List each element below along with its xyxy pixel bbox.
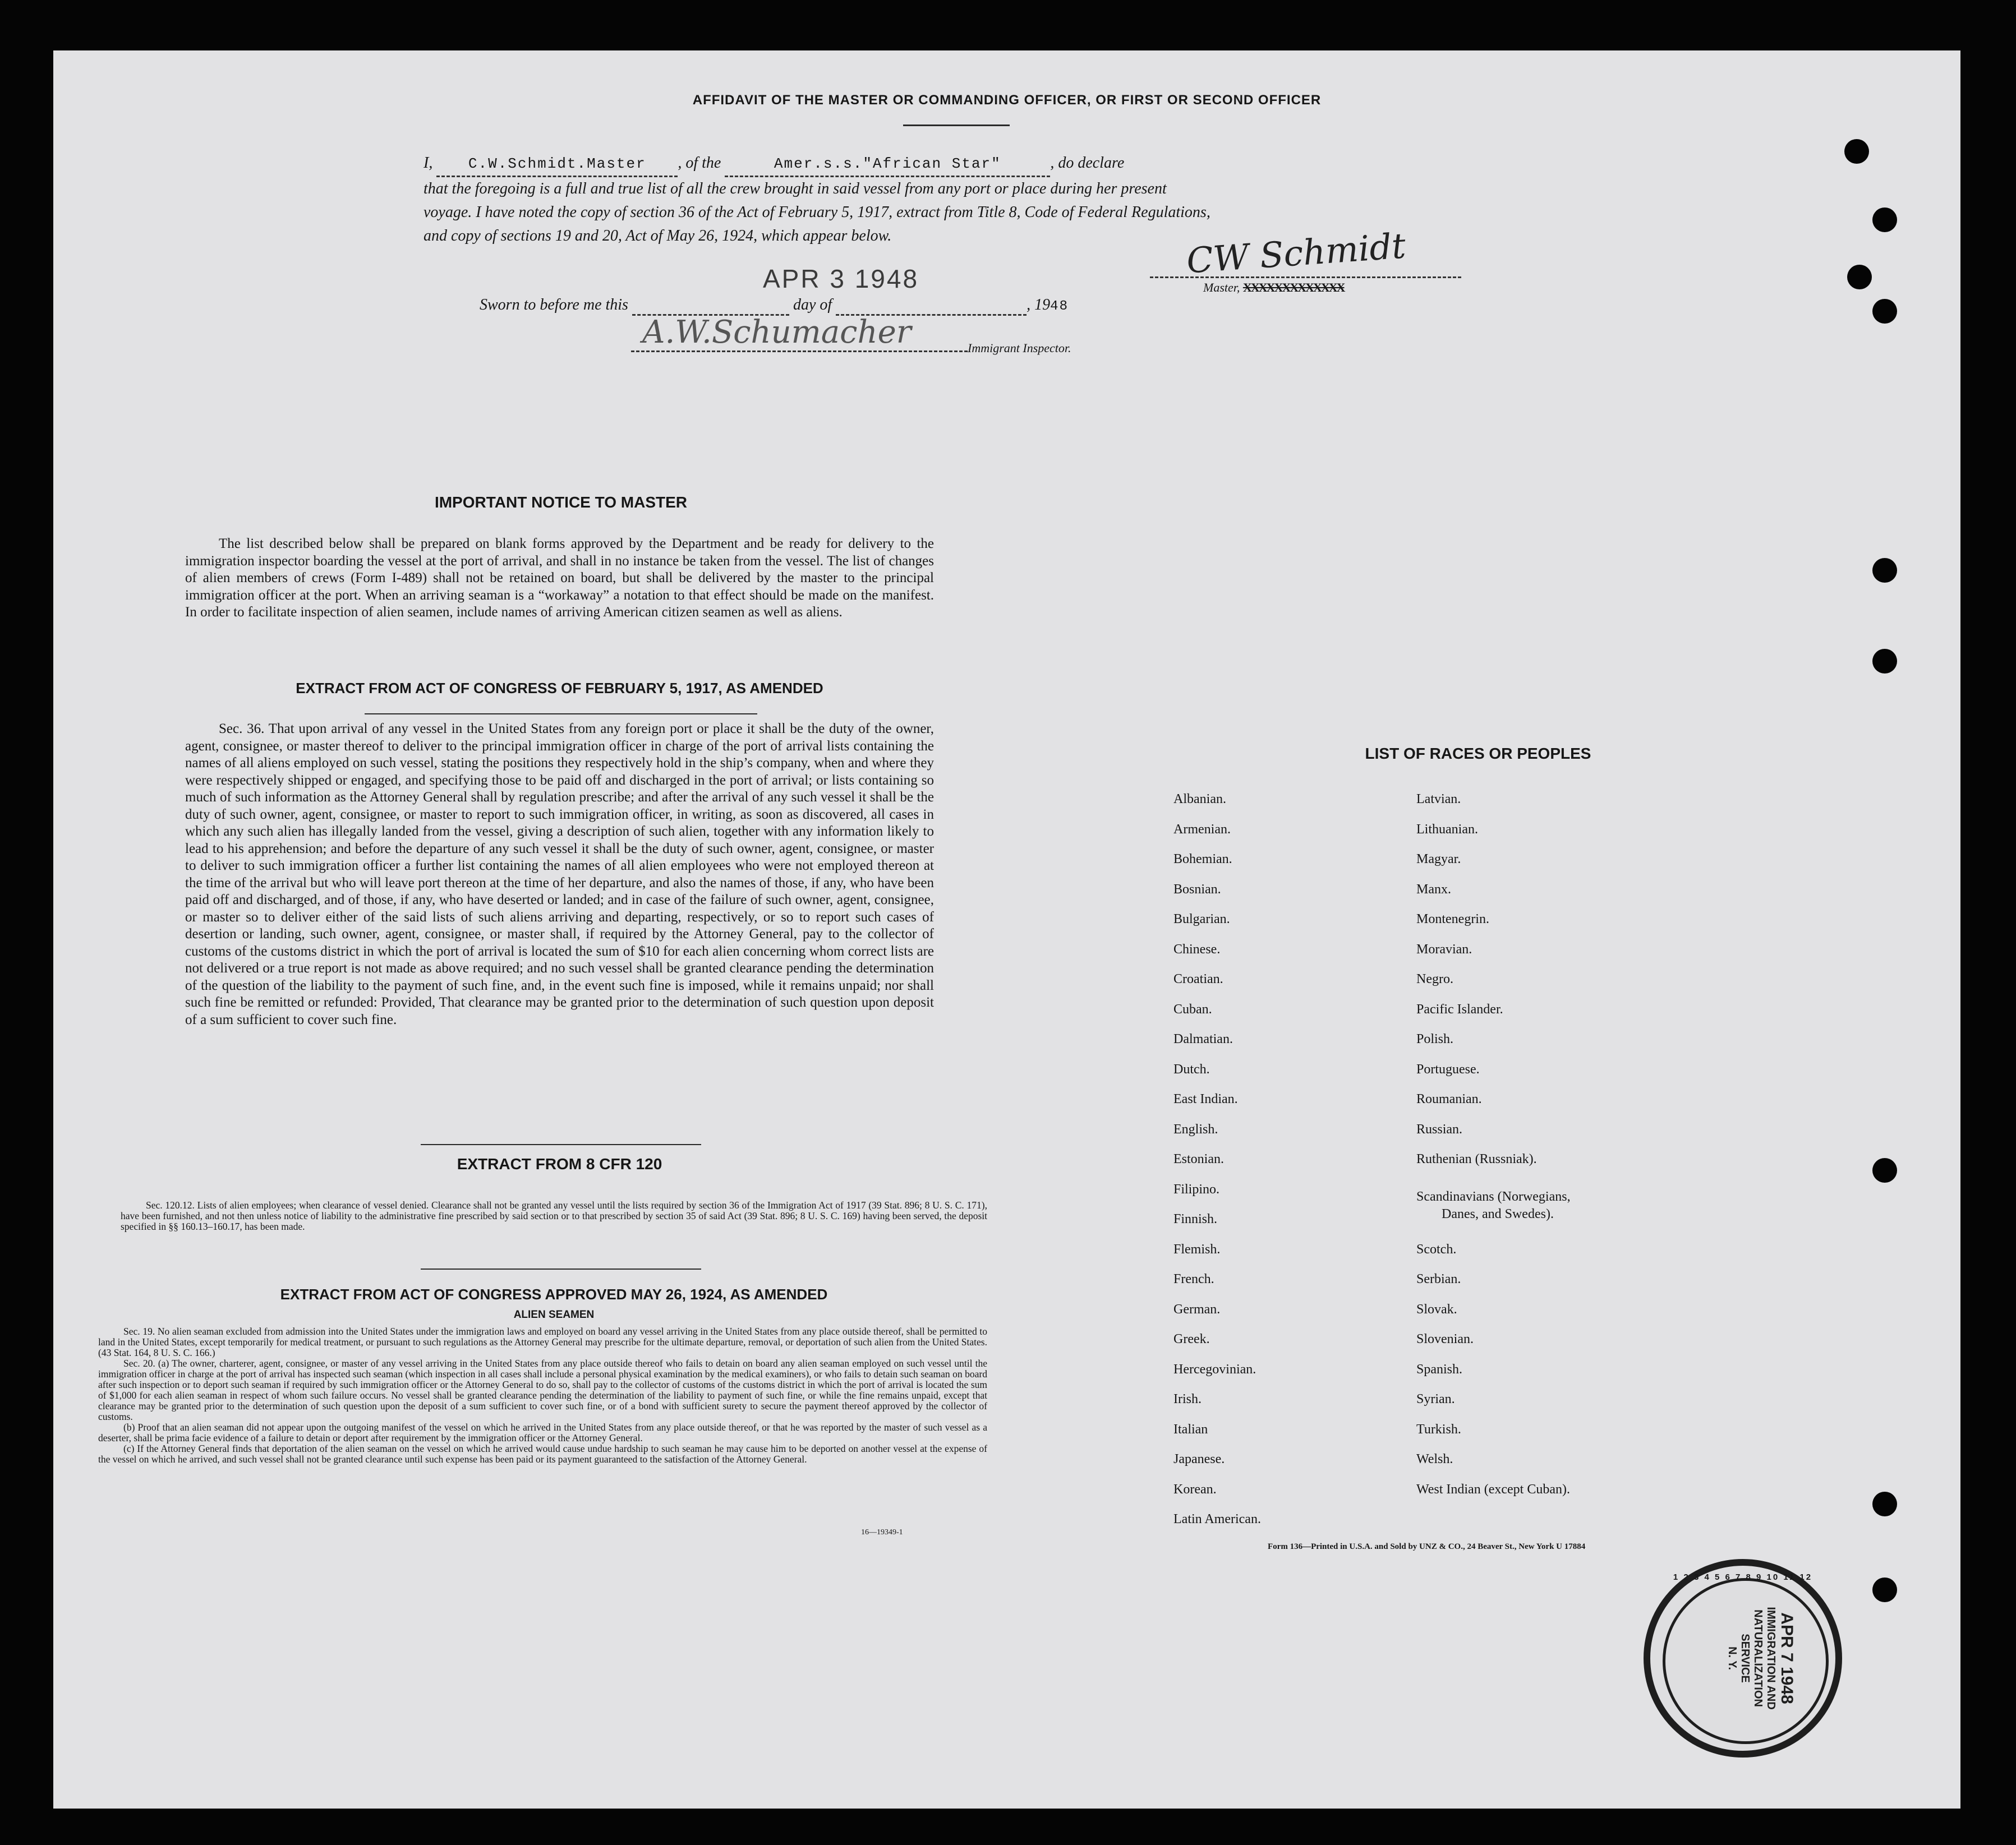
section-120-paragraph: Sec. 120.12. Lists of alien employees; when clearance of vessel denied. Clearance shall not be granted any vessel until the lists required by section 36 of the Immigration Act of 1917 (39 Stat. 896; 8 U. S. C. 171), have been furnished, and not then unless notice of liability to the administrative fine prescribed by said section or to that prescribed by section 35 of said Act (39 Stat. 896; 8 U. S. C. 169) having been served, the deposit specified in §§ 160.13–160.17, has been made. xyxy=(121,1200,987,1232)
race-right: Danes, and Swedes). xyxy=(1442,1207,1554,1221)
stamp-line-5: N. Y. xyxy=(1726,1646,1738,1670)
race-left: Italian xyxy=(1173,1422,1208,1437)
race-left: Cuban. xyxy=(1173,1002,1212,1017)
notice-title: IMPORTANT NOTICE TO MASTER xyxy=(434,493,688,511)
punch-hole xyxy=(1872,1492,1897,1516)
race-left: Albanian. xyxy=(1173,792,1226,806)
inspector-signature: A.W.Schumacher xyxy=(642,314,912,350)
sworn-month-field xyxy=(836,296,1027,316)
race-right: West Indian (except Cuban). xyxy=(1416,1482,1570,1497)
stamp-line-4: SERVICE xyxy=(1739,1634,1751,1683)
extract-cfr-rule xyxy=(421,1144,701,1145)
race-right: Scotch. xyxy=(1416,1242,1457,1257)
race-right: Turkish. xyxy=(1416,1422,1461,1437)
race-left: Bosnian. xyxy=(1173,882,1221,897)
race-right: Magyar. xyxy=(1416,852,1461,866)
inspector-signature-line xyxy=(631,350,968,352)
received-date-stamp: APR 3 1948 xyxy=(763,264,919,293)
affidavit-i: I, xyxy=(424,154,433,172)
race-right: Spanish. xyxy=(1416,1362,1463,1377)
race-left: Japanese. xyxy=(1173,1452,1225,1466)
year-prefix: , 19 xyxy=(1027,296,1051,313)
race-left: East Indian. xyxy=(1173,1092,1238,1106)
race-left: Bulgarian. xyxy=(1173,912,1230,926)
immigration-stamp xyxy=(1644,1559,1842,1758)
punch-hole xyxy=(1872,1158,1897,1183)
section-20b-paragraph: (b) Proof that an alien seaman did not appear upon the outgoing manifest of the vessel on which he arrived in the United States from any place outside thereof, or that he was reported by the master of such vessel as a deserter, shall be prima facie evidence of a failure to detain or deport after requirement by the immigration officer or the Attorney General. xyxy=(98,1422,987,1443)
race-right: Polish. xyxy=(1416,1032,1454,1046)
race-left: Irish. xyxy=(1173,1392,1202,1406)
race-right: Welsh. xyxy=(1416,1452,1453,1466)
race-left: Korean. xyxy=(1173,1482,1217,1497)
race-right: Roumanian. xyxy=(1416,1092,1482,1106)
race-left: Dalmatian. xyxy=(1173,1032,1233,1046)
sworn-line xyxy=(480,296,1069,316)
race-right: Negro. xyxy=(1416,972,1453,986)
extract-1924-rule xyxy=(421,1269,701,1270)
inspector-label: Immigrant Inspector. xyxy=(968,341,1071,355)
stamp-line-3: NATURALIZATION xyxy=(1752,1609,1764,1707)
punch-hole xyxy=(1872,1578,1897,1602)
stamp-date: APR 7 1948 xyxy=(1778,1612,1796,1704)
race-right: Serbian. xyxy=(1416,1272,1461,1286)
race-left: German. xyxy=(1173,1302,1221,1317)
sworn-day-field xyxy=(632,296,789,316)
punch-hole xyxy=(1872,207,1897,232)
vessel-name-field: Amer.s.s."African Star" xyxy=(725,152,1050,177)
race-left: Hercegovinian. xyxy=(1173,1362,1256,1377)
race-left: Finnish. xyxy=(1173,1212,1218,1226)
race-right: Latvian. xyxy=(1416,792,1461,806)
master-signature-line xyxy=(1150,276,1461,278)
extract-1924-subtitle: ALIEN SEAMEN xyxy=(513,1309,595,1321)
races-title: LIST OF RACES OR PEOPLES xyxy=(1365,745,1591,762)
affidavit-line-3: voyage. I have noted the copy of section 36 of the Act of February 5, 1917, extract from Title 8, Code of Federal Regulations, xyxy=(424,204,1210,221)
master-label: Master, xyxy=(1203,280,1240,294)
race-left: Flemish. xyxy=(1173,1242,1221,1257)
race-left: Latin American. xyxy=(1173,1512,1261,1526)
extract-1917-title: EXTRACT FROM ACT OF CONGRESS OF FEBRUARY 5, 1917, AS AMENDED xyxy=(296,680,823,697)
printer-footer: Form 136—Printed in U.S.A. and Sold by UNZ & CO., 24 Beaver St., New York U 17884 xyxy=(1268,1542,1586,1551)
race-right: Ruthenian (Russniak). xyxy=(1416,1152,1537,1166)
race-left: English. xyxy=(1173,1122,1218,1137)
section-20c-paragraph: (c) If the Attorney General finds that deportation of the alien seaman on the vessel on which he arrived would cause undue hardship to such seaman he may cause him to be deported on another vessel at the expense of the vessel on which he arrived, and such vessel shall not be granted clearance until such expense has been paid or its payment guaranteed to the satisfaction of the Attorney General. xyxy=(98,1443,987,1465)
extract-1917-rule xyxy=(365,713,757,714)
master-title xyxy=(1203,280,1344,295)
affidavit-line-4: and copy of sections 19 and 20, Act of May 26, 1924, which appear below. xyxy=(424,227,892,245)
race-left: Greek. xyxy=(1173,1332,1210,1346)
struck-title: XXXXXXXXXXXXX xyxy=(1242,280,1345,294)
affidavit-of-the: , of the xyxy=(678,154,721,172)
affidavit-do-declare: , do declare xyxy=(1050,154,1125,172)
race-left: Bohemian. xyxy=(1173,852,1232,866)
race-right: Lithuanian. xyxy=(1416,822,1478,837)
master-signature: CW Schmidt xyxy=(1185,225,1407,282)
punch-hole xyxy=(1872,649,1897,674)
race-right: Pacific Islander. xyxy=(1416,1002,1503,1017)
document-page xyxy=(53,50,1960,1809)
master-name-field: C.W.Schmidt.Master xyxy=(436,152,678,177)
extract-1924-title: EXTRACT FROM ACT OF CONGRESS APPROVED MAY 26, 1924, AS AMENDED xyxy=(280,1286,828,1303)
race-left: Dutch. xyxy=(1173,1062,1210,1077)
punch-hole xyxy=(1844,139,1869,164)
section-20a-paragraph: Sec. 20. (a) The owner, charterer, agent, consignee, or master of any vessel arriving in the United States from any place outside thereof who fails to detain on board any alien seaman employed on such vessel until the immigration officer in charge at the port of arrival has inspected such seaman (which inspection in all cases shall include a personal physical examination by the medical examiners), or who fails to detain such seaman on board after such inspection or to deport such seaman if required by such immigration officer or the Attorney General to do so, shall pay to the collector of customs of the customs district in which the port of arrival is located the sum of $1,000 for each alien seaman in respect of whom such failure occurs. No vessel shall be granted clearance pending the determination of the liability to payment of such fine, or while the fine remains unpaid, except that clearance may be granted prior to the determination of such question upon the deposit of a sum sufficient to cover such fine, or of a bond with sufficient surety to secure the payment thereof approved by the collector of customs. xyxy=(98,1358,987,1422)
race-right: Scandinavians (Norwegians, xyxy=(1416,1189,1571,1204)
race-right: Manx. xyxy=(1416,882,1451,897)
sworn-label: Sworn to before me this xyxy=(480,296,628,313)
notice-body xyxy=(185,536,934,621)
extract-1917-body xyxy=(185,721,934,1028)
race-right: Montenegrin. xyxy=(1416,912,1489,926)
section-19-paragraph: Sec. 19. No alien seaman excluded from admission into the United States under the immigration laws and employed on board any vessel arriving in the United States from any place outside thereof, shall be permitted to land in the United States, except temporarily for medical treatment, or pursuant to such regulations as the Attorney General may prescribe for the ultimate departure, removal, or deportation of such alien from the United States. (43 Stat. 164, 8 U. S. C. 166.) xyxy=(98,1326,987,1358)
race-left: Estonian. xyxy=(1173,1152,1224,1166)
stamp-text-block xyxy=(1725,1588,1796,1728)
sworn-year-field: 48 xyxy=(1050,299,1069,314)
affidavit-line-2: that the foregoing is a full and true list of all the crew brought in said vessel from any port or place during her present xyxy=(424,180,1167,197)
stamp-line-2: IMMIGRATION AND xyxy=(1765,1607,1777,1710)
extract-cfr-title: EXTRACT FROM 8 CFR 120 xyxy=(457,1155,662,1173)
heading-rule xyxy=(903,124,1010,126)
section-36-paragraph: Sec. 36. That upon arrival of any vessel in the United States from any foreign port or place it shall be the duty of the owner, agent, consignee, or master thereof to deliver to the principal immigration officer in charge of the port of arrival lists containing the names of all aliens employed on such vessel, stating the positions they respectively hold in the ship’s company, when and where they were respectively shipped or engaged, and specifying those to be paid off and discharged in the port of arrival; or lists containing so much of such information as the Attorney General shall by regulation prescribe; and after the arrival of any such vessel it shall be the duty of such owner, agent, consignee, or master to report to such immigration officer, in writing, as soon as discovered, all cases in which any such alien has illegally landed from the vessel, giving a description of such alien, together with any information likely to lead to his apprehension; and before the departure of any such vessel it shall be the duty of such owner, agent, consignee, or master to deliver to such immigration officer a further list containing the names of all alien employees who were not employed thereon at the time of the arrival but who will leave port thereon at the time of her departure, and also the names of those, if any, who have been paid off and discharged, and of those, if any, who have deserted or landed; and in case of the failure of such owner, agent, consignee, or master so to deliver either of the said lists of such aliens arriving and departing, respectively, or so to report such cases of desertion or landing, such owner, agent, consignee, or master shall, if required by the Attorney General, pay to the collector of customs of the customs district in which the port of arrival is located the sum of $10 for each alien concerning whom correct lists are not delivered or a true report is not made as above required; and no such vessel shall be granted clearance pending the determination of the question of the liability to the payment of such fine, and, in the event such fine is imposed, while it remains unpaid; nor shall such fine be remitted or refunded: Provided, That clearance may be granted prior to the determination of such question upon deposit of a sum sufficient to cover such fine. xyxy=(185,721,934,1027)
race-right: Moravian. xyxy=(1416,942,1472,957)
notice-paragraph: The list described below shall be prepared on blank forms approved by the Department and be ready for delivery to the immigration inspector boarding the vessel at the port of arrival, and shall in no instance be taken from the vessel. The list of changes of alien members of crews (Form I-489) shall not be retained on board, but shall be delivered by the master to the principal immigration officer at the port. When an arriving seaman is a “workaway” a notation to that effect should be made on the manifest. In order to facilitate inspection of alien seamen, include names of arriving American citizen seamen as well as aliens. xyxy=(185,536,934,620)
form-code: 16—19349-1 xyxy=(861,1528,903,1537)
race-right: Syrian. xyxy=(1416,1392,1455,1406)
race-right: Slovenian. xyxy=(1416,1332,1474,1346)
race-left: Filipino. xyxy=(1173,1182,1220,1197)
stamp-digits: 1 2 3 4 5 6 7 8 9 10 11 12 xyxy=(1673,1572,1813,1582)
race-left: French. xyxy=(1173,1272,1214,1286)
race-left: Armenian. xyxy=(1173,822,1231,837)
affidavit-heading: AFFIDAVIT OF THE MASTER OR COMMANDING OFFICER, OR FIRST OR SECOND OFFICER xyxy=(692,93,1322,108)
punch-hole xyxy=(1872,299,1897,324)
race-right: Portuguese. xyxy=(1416,1062,1480,1077)
extract-cfr-body xyxy=(121,1200,987,1232)
day-of-label: day of xyxy=(793,296,832,313)
punch-hole xyxy=(1872,558,1897,583)
race-left: Chinese. xyxy=(1173,942,1221,957)
race-right: Russian. xyxy=(1416,1122,1463,1137)
punch-hole xyxy=(1847,265,1872,289)
race-right: Slovak. xyxy=(1416,1302,1457,1317)
race-left: Croatian. xyxy=(1173,972,1223,986)
extract-1924-body xyxy=(98,1326,987,1465)
